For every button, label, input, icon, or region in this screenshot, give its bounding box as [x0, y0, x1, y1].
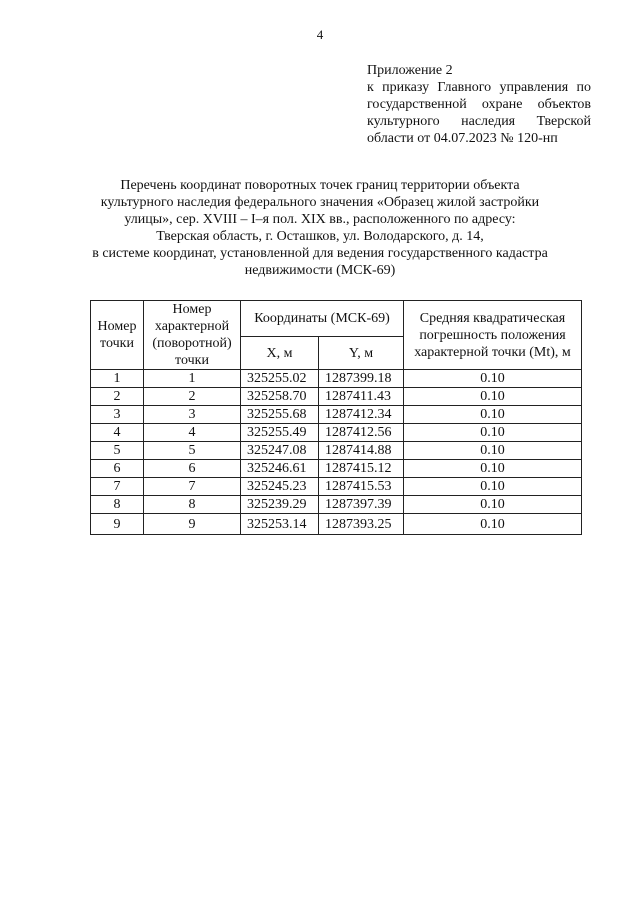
cell-number: 1: [91, 370, 144, 388]
cell-number: 5: [91, 442, 144, 460]
appendix-line: к приказу Главного управления по: [367, 80, 591, 95]
coordinates-table: [90, 300, 582, 535]
title-line: Тверская область, г. Осташков, ул. Володарского, д. 14,: [156, 229, 484, 244]
table-row: [91, 370, 582, 388]
title-line: культурного наследия федерального значения «Образец жилой застройки: [100, 195, 540, 210]
document-title: [80, 177, 560, 279]
cell-x: 325246.61: [241, 460, 319, 478]
cell-error: 0.10: [404, 442, 582, 460]
cell-error: 0.10: [404, 496, 582, 514]
header-characteristic-point: Номер характерной (поворотной) точки: [144, 301, 241, 370]
cell-x: 325247.08: [241, 442, 319, 460]
cell-y: 1287415.53: [319, 478, 404, 496]
cell-number: 4: [91, 424, 144, 442]
table-row: [91, 388, 582, 406]
cell-y: 1287399.18: [319, 370, 404, 388]
cell-point: 2: [144, 388, 241, 406]
cell-error: 0.10: [404, 478, 582, 496]
cell-x: 325255.49: [241, 424, 319, 442]
cell-number: 6: [91, 460, 144, 478]
cell-point: 9: [144, 514, 241, 535]
table-row: [91, 424, 582, 442]
cell-point: 6: [144, 460, 241, 478]
cell-point: 5: [144, 442, 241, 460]
cell-point: 4: [144, 424, 241, 442]
cell-y: 1287393.25: [319, 514, 404, 535]
cell-x: 325245.23: [241, 478, 319, 496]
cell-x: 325258.70: [241, 388, 319, 406]
cell-point: 3: [144, 406, 241, 424]
cell-point: 8: [144, 496, 241, 514]
header-y: Y, м: [319, 337, 404, 370]
appendix-line: области от 04.07.2023 № 120-нп: [367, 131, 558, 146]
appendix-block: [367, 62, 591, 147]
cell-y: 1287415.12: [319, 460, 404, 478]
cell-error: 0.10: [404, 406, 582, 424]
table-row: [91, 406, 582, 424]
cell-number: 3: [91, 406, 144, 424]
cell-point: 7: [144, 478, 241, 496]
cell-error: 0.10: [404, 514, 582, 535]
cell-error: 0.10: [404, 424, 582, 442]
cell-y: 1287411.43: [319, 388, 404, 406]
header-x: X, м: [241, 337, 319, 370]
title-line: Перечень координат поворотных точек границ территории объекта: [120, 178, 520, 193]
cell-number: 9: [91, 514, 144, 535]
appendix-line: культурного наследия Тверской: [367, 114, 591, 129]
table-row: [91, 514, 582, 535]
title-line: в системе координат, установленной для ведения государственного кадастра: [92, 246, 548, 261]
cell-number: 8: [91, 496, 144, 514]
header-point-number: Номер точки: [91, 301, 144, 370]
appendix-line: государственной охране объектов: [367, 97, 591, 112]
cell-number: 2: [91, 388, 144, 406]
title-line: недвижимости (МСК-69): [244, 263, 396, 278]
appendix-line: Приложение 2: [367, 63, 453, 78]
header-coordinates: Координаты (МСК-69): [241, 301, 404, 337]
cell-y: 1287412.56: [319, 424, 404, 442]
table-row: [91, 478, 582, 496]
table-row: [91, 496, 582, 514]
cell-number: 7: [91, 478, 144, 496]
cell-y: 1287397.39: [319, 496, 404, 514]
table-row: [91, 442, 582, 460]
title-line: улицы», сер. XVIII – I–я пол. XIX вв., расположенного по адресу:: [124, 212, 516, 227]
cell-x: 325255.02: [241, 370, 319, 388]
cell-x: 325255.68: [241, 406, 319, 424]
cell-y: 1287414.88: [319, 442, 404, 460]
cell-error: 0.10: [404, 460, 582, 478]
cell-x: 325253.14: [241, 514, 319, 535]
header-error: Средняя квадратическая погрешность положения характерной точки (Mt), м: [404, 301, 582, 370]
cell-error: 0.10: [404, 370, 582, 388]
cell-error: 0.10: [404, 388, 582, 406]
table-row: [91, 460, 582, 478]
cell-point: 1: [144, 370, 241, 388]
cell-y: 1287412.34: [319, 406, 404, 424]
cell-x: 325239.29: [241, 496, 319, 514]
page-number: 4: [316, 27, 324, 42]
